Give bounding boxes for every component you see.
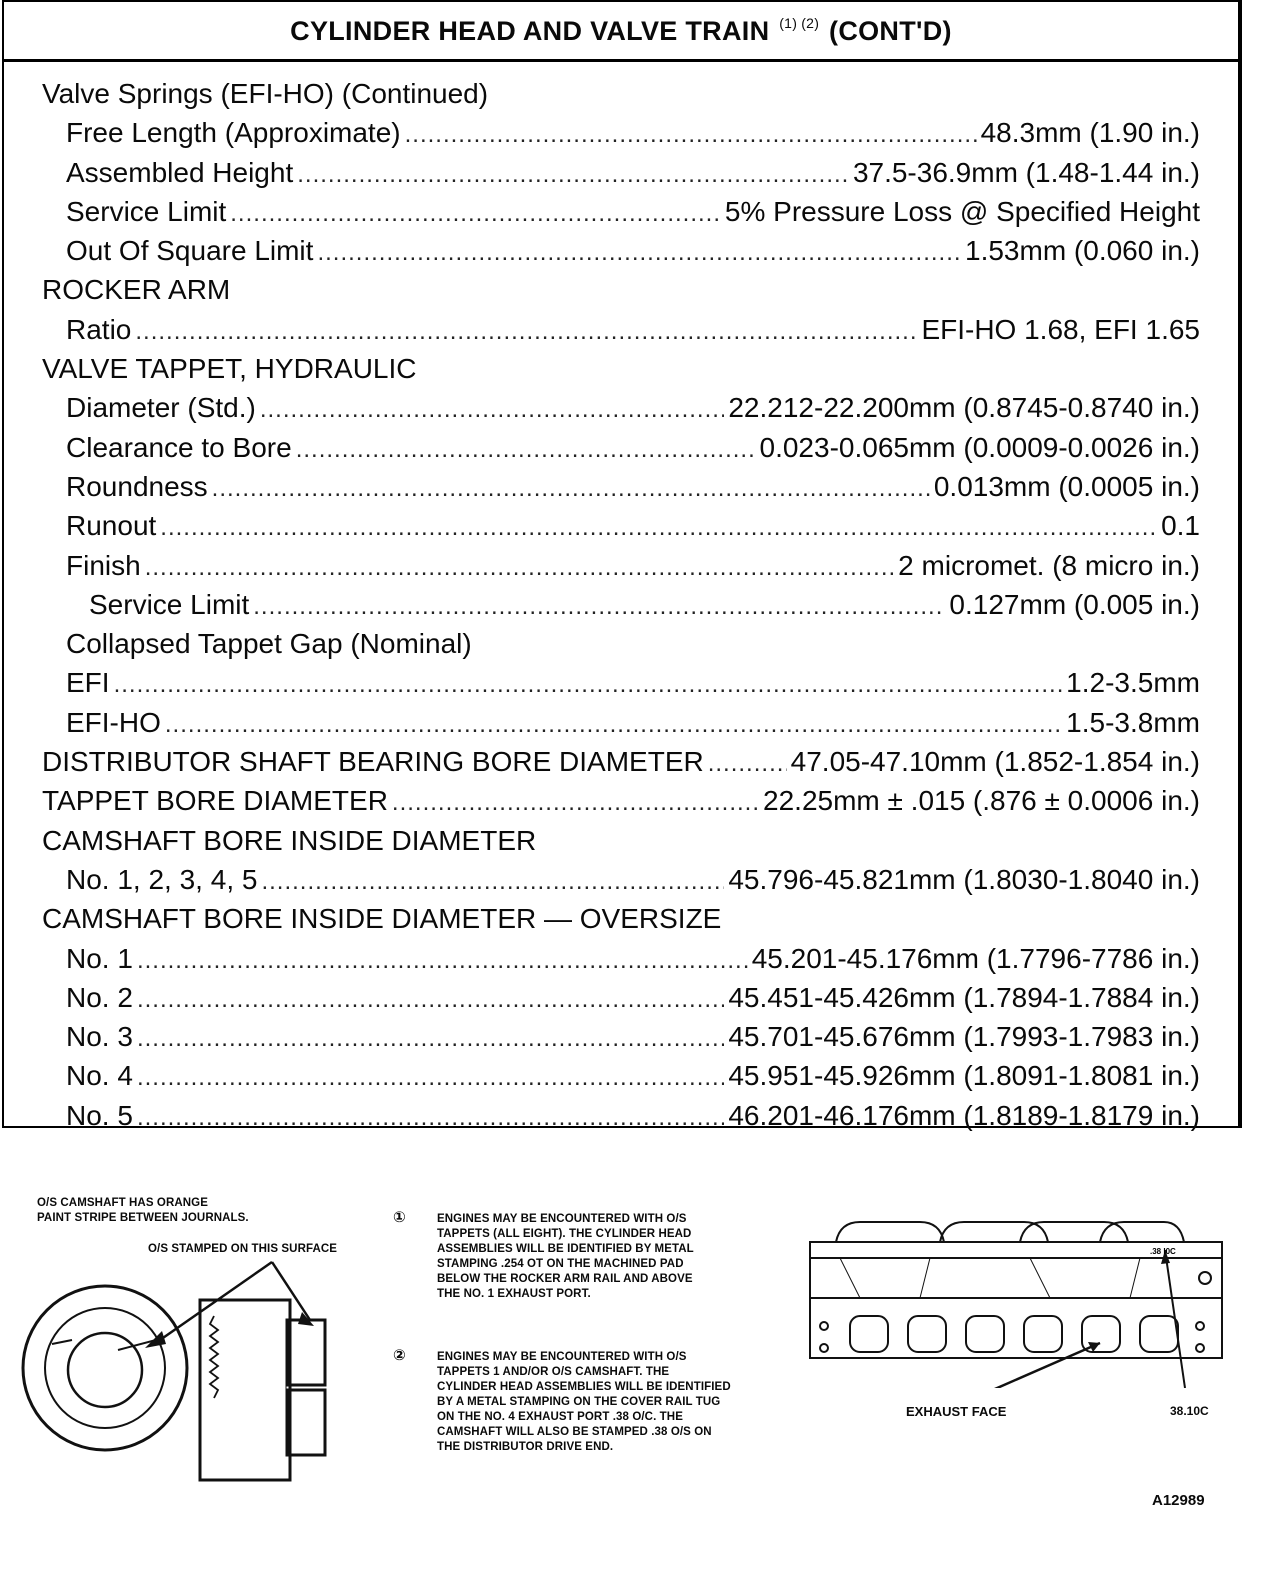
figure-id: A12989 <box>1152 1492 1205 1509</box>
spec-value: EFI-HO 1.68, EFI 1.65 <box>921 313 1200 345</box>
spec-row <box>4 703 1238 742</box>
leader-dots <box>230 194 721 233</box>
spec-label: TAPPET BORE DIAMETER <box>42 785 388 817</box>
leader-dots <box>137 1019 724 1058</box>
spec-row <box>4 153 1238 192</box>
exhaust-port-2 <box>908 1316 946 1352</box>
spec-row <box>4 978 1238 1017</box>
exhaust-port-6 <box>1140 1316 1178 1352</box>
spec-rows <box>4 62 1238 1135</box>
table-title-bar <box>4 2 1238 62</box>
spec-row <box>4 192 1238 231</box>
footnote-1 <box>437 1212 694 1302</box>
exhaust-face-leader <box>940 1343 1100 1388</box>
spec-heading: Valve Springs (EFI-HO) (Continued) <box>42 78 489 109</box>
spec-label: Roundness <box>66 470 208 502</box>
spec-value: 45.701-45.676mm (1.7993-1.7983 in.) <box>728 1021 1200 1053</box>
spec-row <box>4 467 1238 506</box>
spec-row <box>4 506 1238 545</box>
spec-row <box>4 74 1238 113</box>
footnote-line: STAMPING .254 OT ON THE MACHINED PAD <box>437 1258 684 1270</box>
footnote-line: ON THE NO. 4 EXHAUST PORT .38 O/C. THE <box>437 1411 683 1423</box>
leader-dots <box>135 312 917 351</box>
camshaft-lobe-lower <box>287 1390 325 1455</box>
spec-heading: VALVE TAPPET, HYDRAULIC <box>42 353 417 385</box>
spec-row <box>4 585 1238 624</box>
spec-heading: CAMSHAFT BORE INSIDE DIAMETER — OVERSIZE <box>42 903 722 935</box>
footnote-line: ENGINES MAY BE ENCOUNTERED WITH O/S <box>437 1213 687 1225</box>
footnote-marker-2: ② <box>393 1347 406 1364</box>
title-main: CYLINDER HEAD AND VALVE TRAIN <box>290 15 770 46</box>
camshaft-diagram <box>0 1240 420 1500</box>
spec-row <box>4 1096 1238 1135</box>
footnote-line: TAPPETS (ALL EIGHT). THE CYLINDER HEAD <box>437 1228 692 1240</box>
camshaft-journal-outer <box>23 1286 187 1450</box>
title-footnote-ref-2: (2) <box>801 14 820 31</box>
spec-label: DISTRIBUTOR SHAFT BEARING BORE DIAMETER <box>42 746 704 778</box>
leader-dots <box>114 665 1063 704</box>
spec-row <box>4 113 1238 152</box>
footnote-marker-1: ① <box>393 1209 406 1226</box>
spec-value: 0.1 <box>1161 510 1200 542</box>
leader-dots <box>165 705 1062 744</box>
leader-dots <box>137 941 748 980</box>
spec-value: 0.023-0.065mm (0.0009-0.0026 in.) <box>759 431 1200 463</box>
stamp-code-label: 38.10C <box>1170 1404 1209 1418</box>
exhaust-port-3 <box>966 1316 1004 1352</box>
spec-label: EFI-HO <box>66 706 161 738</box>
spec-row <box>4 781 1238 820</box>
spec-subheading: Collapsed Tappet Gap (Nominal) <box>66 628 472 660</box>
spec-label: No. 1, 2, 3, 4, 5 <box>66 863 258 895</box>
leader-dots <box>392 783 759 822</box>
spec-label: EFI <box>66 667 110 699</box>
footnote-line: ENGINES MAY BE ENCOUNTERED WITH O/S <box>437 1351 687 1363</box>
spec-label: Out Of Square Limit <box>66 235 314 267</box>
spec-row <box>4 546 1238 585</box>
spec-label: No. 2 <box>66 981 133 1013</box>
spec-row <box>4 624 1238 663</box>
spec-heading: CAMSHAFT BORE INSIDE DIAMETER <box>42 824 537 856</box>
spec-label: No. 5 <box>66 1099 133 1131</box>
camshaft-journal-inner <box>45 1308 165 1428</box>
spec-value: 22.25mm ± .015 (.876 ± 0.0006 in.) <box>763 785 1200 817</box>
leader-dots <box>297 155 849 194</box>
footnote-line: TAPPETS 1 AND/OR O/S CAMSHAFT. THE <box>437 1366 670 1378</box>
stamp-leader <box>1165 1250 1185 1388</box>
spec-row <box>4 310 1238 349</box>
camshaft-lobe-upper <box>287 1320 325 1385</box>
spec-row <box>4 860 1238 899</box>
footnote-line: CAMSHAFT WILL ALSO BE STAMPED .38 O/S ON <box>437 1426 712 1438</box>
stamp-label-small: .38 I0C <box>1150 1247 1176 1256</box>
leader-dots <box>212 469 930 508</box>
leader-dots <box>708 744 787 783</box>
exhaust-port-5 <box>1082 1316 1120 1352</box>
cylinder-head-outline <box>810 1242 1222 1358</box>
spec-value: 47.05-47.10mm (1.852-1.854 in.) <box>790 746 1200 778</box>
footnote-line: BY A METAL STAMPING ON THE COVER RAIL TUG <box>437 1396 721 1408</box>
footnote-line: CYLINDER HEAD ASSEMBLIES WILL BE IDENTIFIED <box>437 1381 731 1393</box>
spec-label: Free Length (Approximate) <box>66 117 401 149</box>
spec-value: 0.013mm (0.0005 in.) <box>933 470 1200 502</box>
spec-row <box>4 270 1238 309</box>
spec-value: 45.796-45.821mm (1.8030-1.8040 in.) <box>728 863 1200 895</box>
exhaust-face-label: EXHAUST FACE <box>906 1404 1007 1419</box>
camshaft-gear-teeth <box>210 1316 218 1398</box>
footnote-line: ASSEMBLIES WILL BE IDENTIFIED BY METAL <box>437 1243 694 1255</box>
spec-value: 37.5-36.9mm (1.48-1.44 in.) <box>852 156 1200 188</box>
spec-label: No. 3 <box>66 1021 133 1053</box>
cylinder-head-diagram <box>800 1218 1240 1388</box>
spec-value: 48.3mm (1.90 in.) <box>980 117 1200 149</box>
leader-dots <box>317 233 961 272</box>
spec-row <box>4 939 1238 978</box>
leader-dots <box>137 1098 724 1137</box>
spec-heading: ROCKER ARM <box>42 274 231 306</box>
table-title <box>290 15 952 47</box>
leader-dots <box>137 980 724 1019</box>
stamped-surface-note: O/S STAMPED ON THIS SURFACE <box>148 1243 338 1255</box>
spec-row <box>4 742 1238 781</box>
spec-value: 22.212-22.200mm (0.8745-0.8740 in.) <box>728 392 1200 424</box>
spec-value: 45.951-45.926mm (1.8091-1.8081 in.) <box>728 1060 1200 1092</box>
spec-value: 1.5-3.8mm <box>1066 706 1200 738</box>
spec-table <box>2 0 1242 1131</box>
spec-row <box>4 1056 1238 1095</box>
leader-dots <box>296 430 756 469</box>
spec-row <box>4 388 1238 427</box>
spec-row <box>4 349 1238 388</box>
title-suffix: (CONT'D) <box>829 15 952 46</box>
leader-dots <box>253 587 945 626</box>
footnote-line: THE DISTRIBUTOR DRIVE END. <box>437 1441 614 1453</box>
spec-row <box>4 899 1238 938</box>
spec-value: 1.2-3.5mm <box>1066 667 1200 699</box>
footnote-2 <box>437 1350 731 1455</box>
spec-value: 0.127mm (0.005 in.) <box>949 588 1200 620</box>
footnote-line: BELOW THE ROCKER ARM RAIL AND ABOVE <box>437 1273 693 1285</box>
leader-dots <box>260 390 725 429</box>
leader-dots <box>261 862 724 901</box>
spec-value: 5% Pressure Loss @ Specified Height <box>724 195 1200 227</box>
spec-label: Clearance to Bore <box>66 431 292 463</box>
title-footnote-ref-1: (1) <box>779 14 798 31</box>
spec-label: Runout <box>66 510 157 542</box>
spec-value: 1.53mm (0.060 in.) <box>965 235 1200 267</box>
spec-label: Assembled Height <box>66 156 294 188</box>
spec-label: Service Limit <box>66 195 227 227</box>
leader-dots <box>405 115 977 154</box>
spec-value: 45.451-45.426mm (1.7894-1.7884 in.) <box>728 981 1200 1013</box>
exhaust-port-1 <box>850 1316 888 1352</box>
spec-row <box>4 1017 1238 1056</box>
camshaft-bore <box>68 1333 142 1407</box>
camshaft-note-line: PAINT STRIPE BETWEEN JOURNALS. <box>37 1212 249 1224</box>
camshaft-note <box>37 1196 249 1226</box>
footnote-line: THE NO. 1 EXHAUST PORT. <box>437 1288 591 1300</box>
spec-row <box>4 428 1238 467</box>
leader-dots <box>160 508 1157 547</box>
leader-dots <box>137 1058 724 1097</box>
camshaft-note-line: O/S CAMSHAFT HAS ORANGE <box>37 1197 208 1209</box>
spec-label: Ratio <box>66 313 132 345</box>
spec-label: No. 4 <box>66 1060 133 1092</box>
spec-value: 45.201-45.176mm (1.7796-7786 in.) <box>751 942 1200 974</box>
spec-label: Finish <box>66 549 141 581</box>
spec-label: Service Limit <box>89 588 250 620</box>
spec-value: 46.201-46.176mm (1.8189-1.8179 in.) <box>728 1099 1200 1131</box>
spec-row <box>4 821 1238 860</box>
spec-label: No. 1 <box>66 942 133 974</box>
leader-dots <box>145 548 894 587</box>
exhaust-port-4 <box>1024 1316 1062 1352</box>
spec-row <box>4 663 1238 702</box>
spec-value: 2 micromet. (8 micro in.) <box>898 549 1200 581</box>
spec-label: Diameter (Std.) <box>66 392 256 424</box>
spec-row <box>4 231 1238 270</box>
